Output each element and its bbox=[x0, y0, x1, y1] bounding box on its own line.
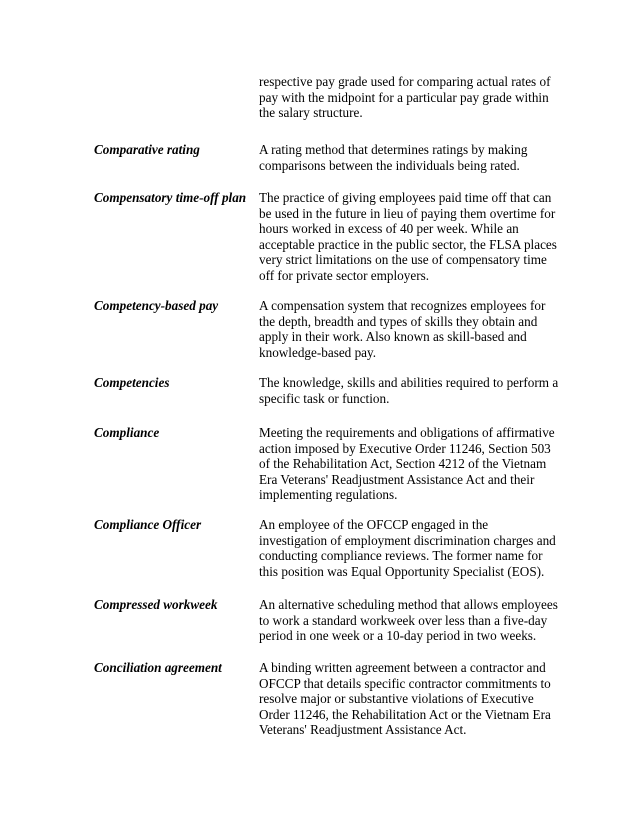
glossary-term: Compliance Officer bbox=[94, 517, 202, 532]
glossary-term: Comparative rating bbox=[94, 142, 200, 157]
glossary-term: Competency-based pay bbox=[94, 298, 219, 313]
glossary-term: Compressed workweek bbox=[94, 597, 218, 612]
glossary-definition: A binding written agreement between a contractor and OFCCP that details specific contractor commitments to resolve major or substantive violations of Executive Order 11246, the Rehabilitation Act or the Vietnam Era Veterans' Readjustment Assistance Act. bbox=[259, 660, 551, 737]
glossary-definition: A rating method that determines ratings by making comparisons between the individuals being rated. bbox=[259, 142, 528, 173]
continued-definition: respective pay grade used for comparing actual rates of pay with the midpoint for a particular pay grade within the salary structure. bbox=[259, 74, 551, 120]
glossary-term: Compliance bbox=[94, 425, 160, 440]
glossary-term: Compensatory time-off plan bbox=[94, 190, 247, 205]
glossary-definition: An alternative scheduling method that allows employees to work a standard workweek over less than a five-day period in one week or a 10-day period in two weeks. bbox=[259, 597, 558, 643]
glossary-definition: An employee of the OFCCP engaged in the investigation of employment discrimination charges and conducting compliance reviews. The former name for this position was Equal Opportunity Specialist (EOS). bbox=[259, 517, 556, 579]
glossary-term: Competencies bbox=[94, 375, 170, 390]
glossary-term: Conciliation agreement bbox=[94, 660, 222, 675]
glossary-definition: The knowledge, skills and abilities required to perform a specific task or function. bbox=[259, 375, 559, 406]
glossary-definition: The practice of giving employees paid time off that can be used in the future in lieu of paying them overtime for hours worked in excess of 40 per week. While an acceptable practice in the public sector, the FLSA places very strict limitations on the use of compensatory time off for private sector employers. bbox=[259, 190, 557, 283]
glossary-definition: Meeting the requirements and obligations of affirmative action imposed by Executive Order 11246, Section 503 of the Rehabilitation Act, Section 4212 of the Vietnam Era Veterans' Readjustment Assistance Act and their implementing regulations. bbox=[259, 425, 555, 502]
glossary-definition: A compensation system that recognizes employees for the depth, breadth and types of skills they obtain and apply in their work. Also known as skill-based and knowledge-based pay. bbox=[259, 298, 546, 360]
